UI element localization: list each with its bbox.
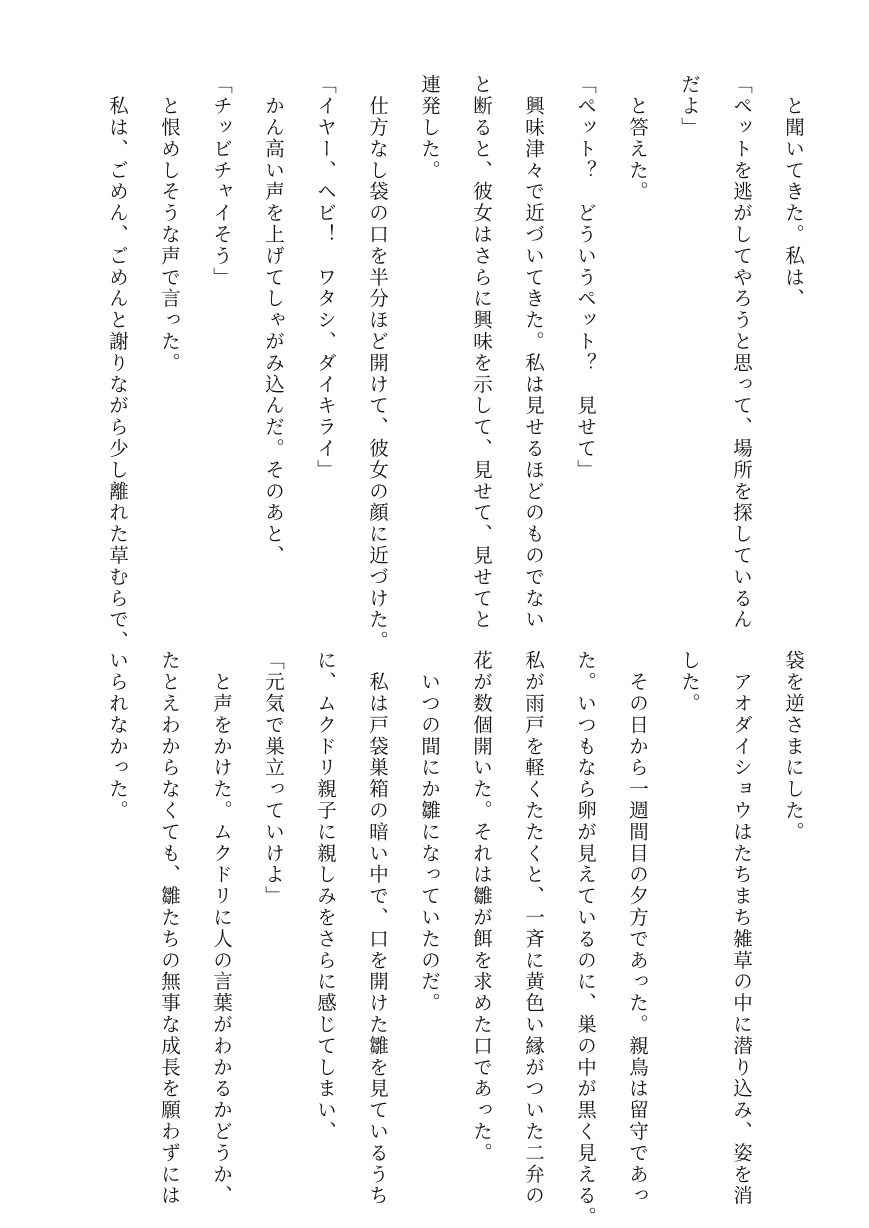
text-line: かん高い声を上げてしゃがみ込んだ。そのあと、 [262, 74, 285, 567]
text-line: 仕方なし袋の口を半分ほど開けて、彼女の顔に近づけた。 [366, 74, 389, 652]
text-line: 花が数個開いた。それは雛が餌を求めた口であった。 [470, 650, 493, 1164]
text-line: と恨めしそうな声で言った。 [158, 74, 181, 374]
text-line: いられなかった。 [106, 650, 129, 822]
text-line: 私が雨戸を軽くたたくと、一斉に黄色い縁がついた二弁の [522, 650, 545, 1207]
text-line: 私は戸袋巣箱の暗い中で、口を開けた雛を見ているうち [366, 650, 389, 1207]
text-line: と答えた。 [626, 74, 649, 203]
text-line: アオダイショウはたちまち雑草の中に潜り込み、姿を消 [730, 650, 753, 1207]
text-line: 「イヤー、ヘビ！ ワタシ、ダイキライ」 [314, 74, 337, 481]
text-line: と声をかけた。ムクドリに人の言葉がわかるかどうか、 [210, 650, 233, 1207]
text-line: いつの間にか雛になっていたのだ。 [418, 650, 441, 1014]
text-line: 私は、ごめん、ごめんと謝りながら少し離れた草むらで、 [106, 74, 129, 652]
text-line: 「チッビチャイそう」 [210, 74, 233, 288]
text-line: と断ると、彼女はさらに興味を示して、見せて、見せてと [470, 74, 493, 631]
text-line: だよ」 [678, 74, 701, 139]
text-line: 袋を逆さまにした。 [782, 650, 805, 843]
text-line: 興味津々で近づいてきた。私は見せるほどのものでない [522, 74, 545, 631]
text-line: その日から一週間目の夕方であった。親鳥は留守であっ [626, 650, 649, 1207]
text-line: に、ムクドリ親子に親しみをさらに感じてしまい、 [314, 650, 337, 1143]
text-line: 「元気で巣立っていけよ」 [262, 650, 285, 907]
text-line: と聞いてきた。私は、 [782, 74, 805, 310]
text-line: 「ペット？ どういうペット？ 見せて」 [574, 74, 597, 481]
text-line: たとえわからなくても、雛たちの無事な成長を願わずには [158, 650, 181, 1207]
text-line: した。 [678, 650, 701, 715]
text-line: た。いつもなら卵が見えているのに、巣の中が黒く見える。 [574, 650, 597, 1228]
text-line: 「ペットを逃がしてやろうと思って、場所を探しているん [730, 74, 753, 631]
text-line: 連発した。 [418, 74, 441, 181]
